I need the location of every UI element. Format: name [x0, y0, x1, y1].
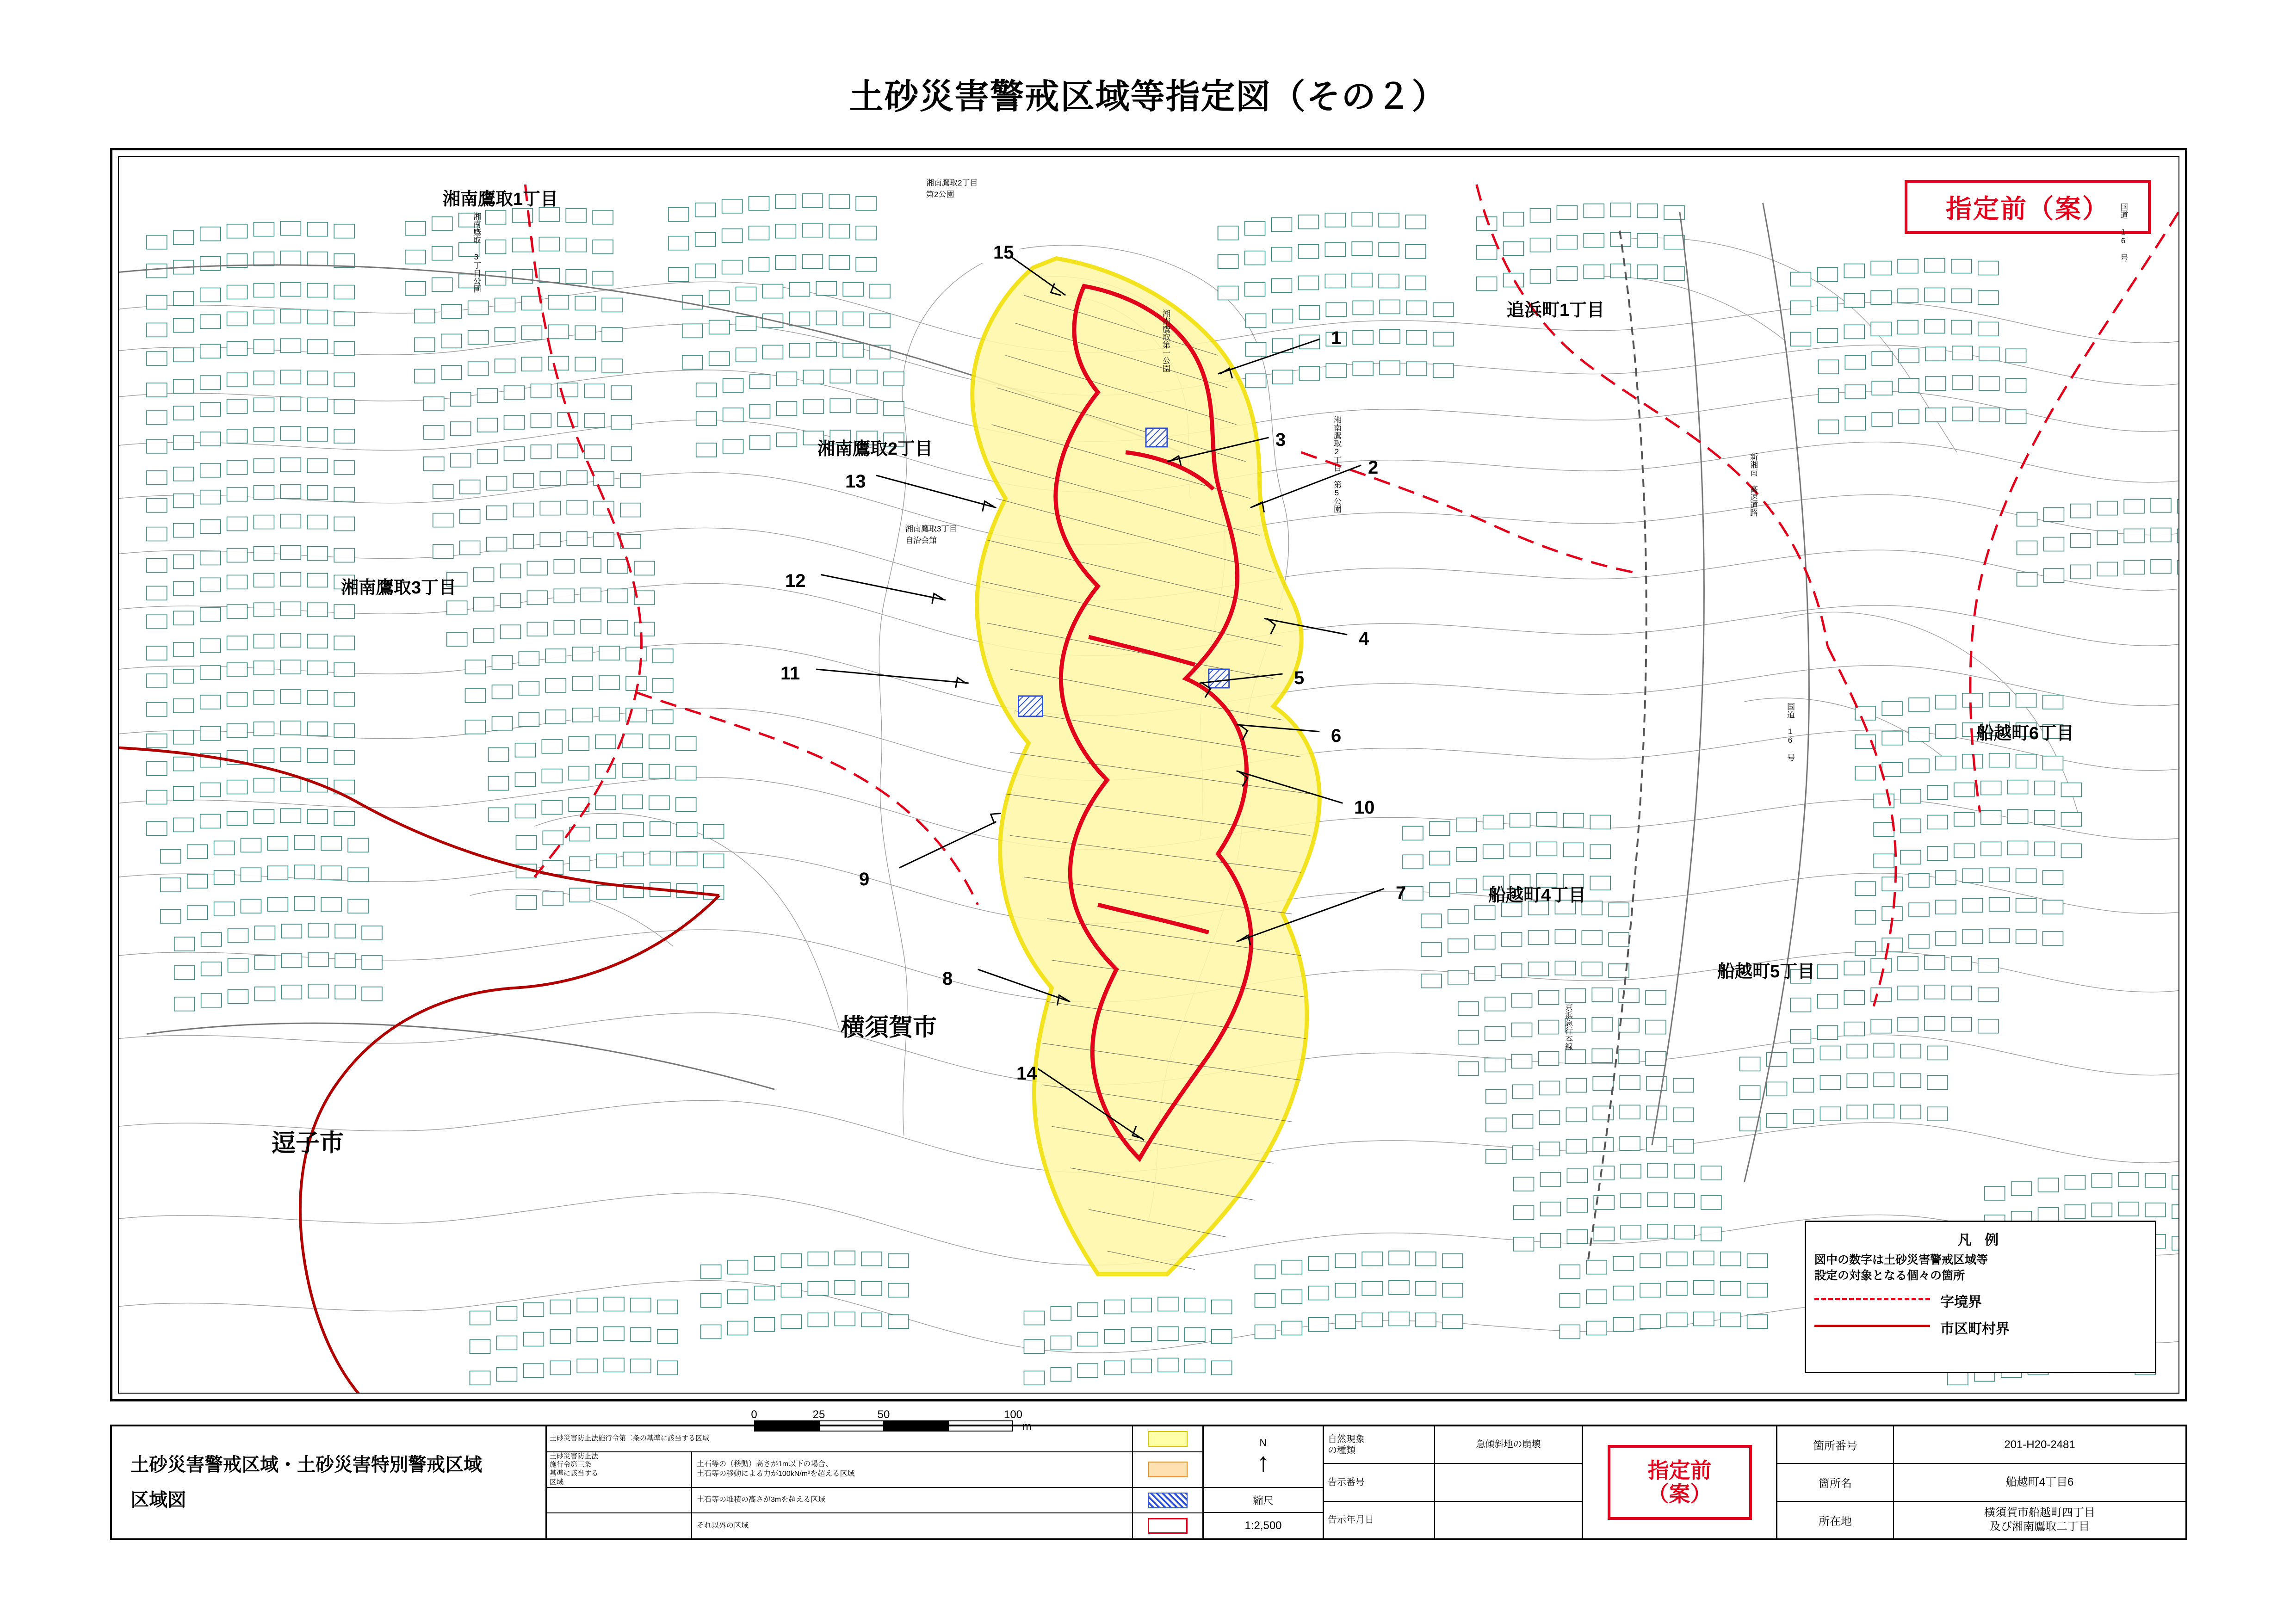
poi-label-park2: 湘南鷹取2丁目 第2公園: [926, 179, 978, 199]
meta-row-location-name: [1777, 1464, 2185, 1501]
meta-row-address: [1777, 1502, 2185, 1538]
meta-value-location-name: 船越町4丁目6: [2005, 1475, 2074, 1488]
town-label-shonantakatori-3: 湘南鷹取3丁目: [341, 578, 457, 598]
stamp-line2: （案）: [1647, 1482, 1712, 1506]
map-frame: [110, 148, 2187, 1401]
notice-key-date: 告示年月日: [1324, 1502, 1435, 1538]
info-north-scale-cell: [1204, 1426, 1324, 1538]
legend-item-aza: [1814, 1290, 2147, 1311]
scale-tick-50: 50: [877, 1408, 890, 1421]
town-label-shonantakatori-1: 湘南鷹取1丁目: [443, 190, 558, 209]
notice-key-number: 告示番号: [1324, 1464, 1435, 1500]
callout-1: 1: [1331, 328, 1342, 348]
north-letter: N: [1259, 1437, 1267, 1449]
city-label-yokosuka: 横須賀市: [841, 1014, 937, 1041]
meta-key-location-number: 箇所番号: [1777, 1426, 1894, 1463]
map-legend: [1805, 1221, 2156, 1373]
callout-13: 13: [845, 471, 866, 492]
callout-4: 4: [1359, 629, 1369, 649]
legend-item-city: [1814, 1317, 2147, 1338]
category-row-4: [547, 1513, 1202, 1538]
map-canvas[interactable]: [118, 156, 2179, 1394]
info-category-cell: [547, 1426, 1204, 1538]
category-row-2: [547, 1452, 1202, 1488]
category-4-swatch: [1133, 1513, 1202, 1538]
notice-row-phenomenon: [1324, 1426, 1582, 1464]
poi-label-shinshonan-road: 新湘南 高速道路: [1749, 453, 1758, 517]
callout-3: 3: [1275, 430, 1286, 450]
callout-10: 10: [1354, 797, 1375, 818]
notice-row-number: [1324, 1464, 1582, 1501]
poi-label-keikyu-line: 京浜急行本線: [1564, 1003, 1572, 1050]
info-title-line1: 土砂災害警戒区域・土砂災害特別警戒区域: [130, 1455, 482, 1475]
category-3-desc: 土石等の堆積の高さが3mを超える区域: [692, 1488, 1133, 1513]
callout-9: 9: [859, 869, 870, 889]
info-meta-cell: [1777, 1426, 2185, 1538]
scale-tick-0: 0: [751, 1408, 757, 1421]
map-info-bar: [110, 1425, 2187, 1540]
info-title-line2: 区域図: [130, 1490, 186, 1510]
meta-row-location-number: [1777, 1426, 2185, 1464]
scale-value: 1:2,500: [1244, 1519, 1282, 1532]
meta-key-address: 所在地: [1777, 1502, 1894, 1538]
callout-5: 5: [1294, 668, 1305, 688]
notice-key-phenomenon: 自然現象 の種類: [1324, 1426, 1435, 1463]
town-label-oppama-1: 追浜町1丁目: [1507, 301, 1605, 320]
scale-unit: m: [1022, 1420, 1032, 1433]
terrain-layer: [119, 157, 2178, 1394]
category-3-law: [547, 1488, 692, 1513]
info-title-cell: [112, 1426, 547, 1538]
poi-label-takatori-park1: 湘南鷹取第一公園: [1161, 309, 1170, 372]
aza-boundary: [525, 185, 2178, 1006]
poi-label-park5: 湘南鷹取2丁目 第5公園: [1332, 416, 1341, 513]
category-4-law: [547, 1513, 692, 1538]
poi-label-route16-south: 国道 16 号: [1786, 703, 1795, 761]
callout-11: 11: [780, 663, 800, 684]
callout-2: 2: [1368, 457, 1379, 478]
poi-label-park3: 湘南鷹取 3丁目公園: [472, 212, 481, 293]
callout-15: 15: [993, 242, 1014, 263]
legend-title: 凡 例: [1957, 1233, 2004, 1248]
town-label-funakoshi-6: 船越町6丁目: [1976, 724, 2074, 743]
town-label-funakoshi-4: 船越町4丁目: [1488, 886, 1586, 905]
callout-12: 12: [785, 571, 806, 591]
notice-value-phenomenon: 急傾斜地の崩壊: [1476, 1439, 1541, 1450]
callout-6: 6: [1331, 726, 1342, 746]
page-title: 土砂災害警戒区域等指定図（その２）: [849, 77, 1447, 116]
category-2-swatch: [1133, 1452, 1202, 1487]
category-row-3: [547, 1488, 1202, 1514]
category-row-1: [547, 1426, 1202, 1452]
town-label-funakoshi-5: 船越町5丁目: [1717, 962, 1815, 981]
city-label-zushi: 逗子市: [272, 1130, 344, 1157]
notice-row-date: [1324, 1502, 1582, 1538]
scale-label: 縮尺: [1204, 1488, 1323, 1513]
city-boundary-swatch: [1814, 1325, 1930, 1330]
meta-key-location-name: 箇所名: [1777, 1464, 1894, 1500]
category-1-law: 土砂災害防止法施行令第二条の基準に該当する区域: [547, 1426, 1133, 1451]
aza-boundary-swatch: [1814, 1298, 1930, 1303]
status-stamp-pre-designation: 指定前（案）: [1905, 180, 2151, 234]
scale-tick-25: 25: [812, 1408, 825, 1421]
info-stamp-cell: [1583, 1426, 1777, 1538]
hazard-yellow-zone: [972, 259, 1320, 1274]
callout-8: 8: [942, 969, 953, 989]
status-stamp-small: [1608, 1445, 1752, 1520]
category-2-law: 土砂災害防止法 施行令第三条 基準に該当する 区域: [547, 1452, 692, 1487]
poi-label-jichikaikan: 湘南鷹取3丁目 自治会館: [905, 525, 957, 545]
category-4-desc: それ以外の区域: [692, 1513, 1133, 1538]
category-1-swatch: [1133, 1426, 1202, 1451]
legend-label-city: 市区町村界: [1940, 1321, 2010, 1337]
town-label-shonantakatori-2: 湘南鷹取2丁目: [817, 439, 933, 459]
city-boundary: [119, 748, 719, 1394]
scale-tick-100: 100: [1003, 1408, 1023, 1421]
callout-7: 7: [1396, 883, 1406, 903]
category-3-swatch: [1133, 1488, 1202, 1513]
category-2-desc: 土石等の（移動）高さが1m以下の場合、 土石等の移動による力が100kN/m²を超える区域: [692, 1452, 1133, 1487]
meta-value-address: 横須賀市船越町四丁目 及び湘南鷹取二丁目: [1984, 1506, 2095, 1533]
stamp-line1: 指定前: [1647, 1458, 1712, 1483]
legend-note: 図中の数字は土砂災害警戒区域等 設定の対象となる個々の箇所: [1814, 1253, 1988, 1282]
legend-label-aza: 字境界: [1940, 1294, 1982, 1310]
callout-14: 14: [1016, 1063, 1037, 1084]
info-notice-cell: [1324, 1426, 1583, 1538]
poi-label-route16-north: 国道 16 号: [2119, 203, 2128, 262]
meta-value-location-number: 201-H20-2481: [2004, 1438, 2075, 1451]
north-arrow-icon: ↑: [1256, 1447, 1270, 1478]
